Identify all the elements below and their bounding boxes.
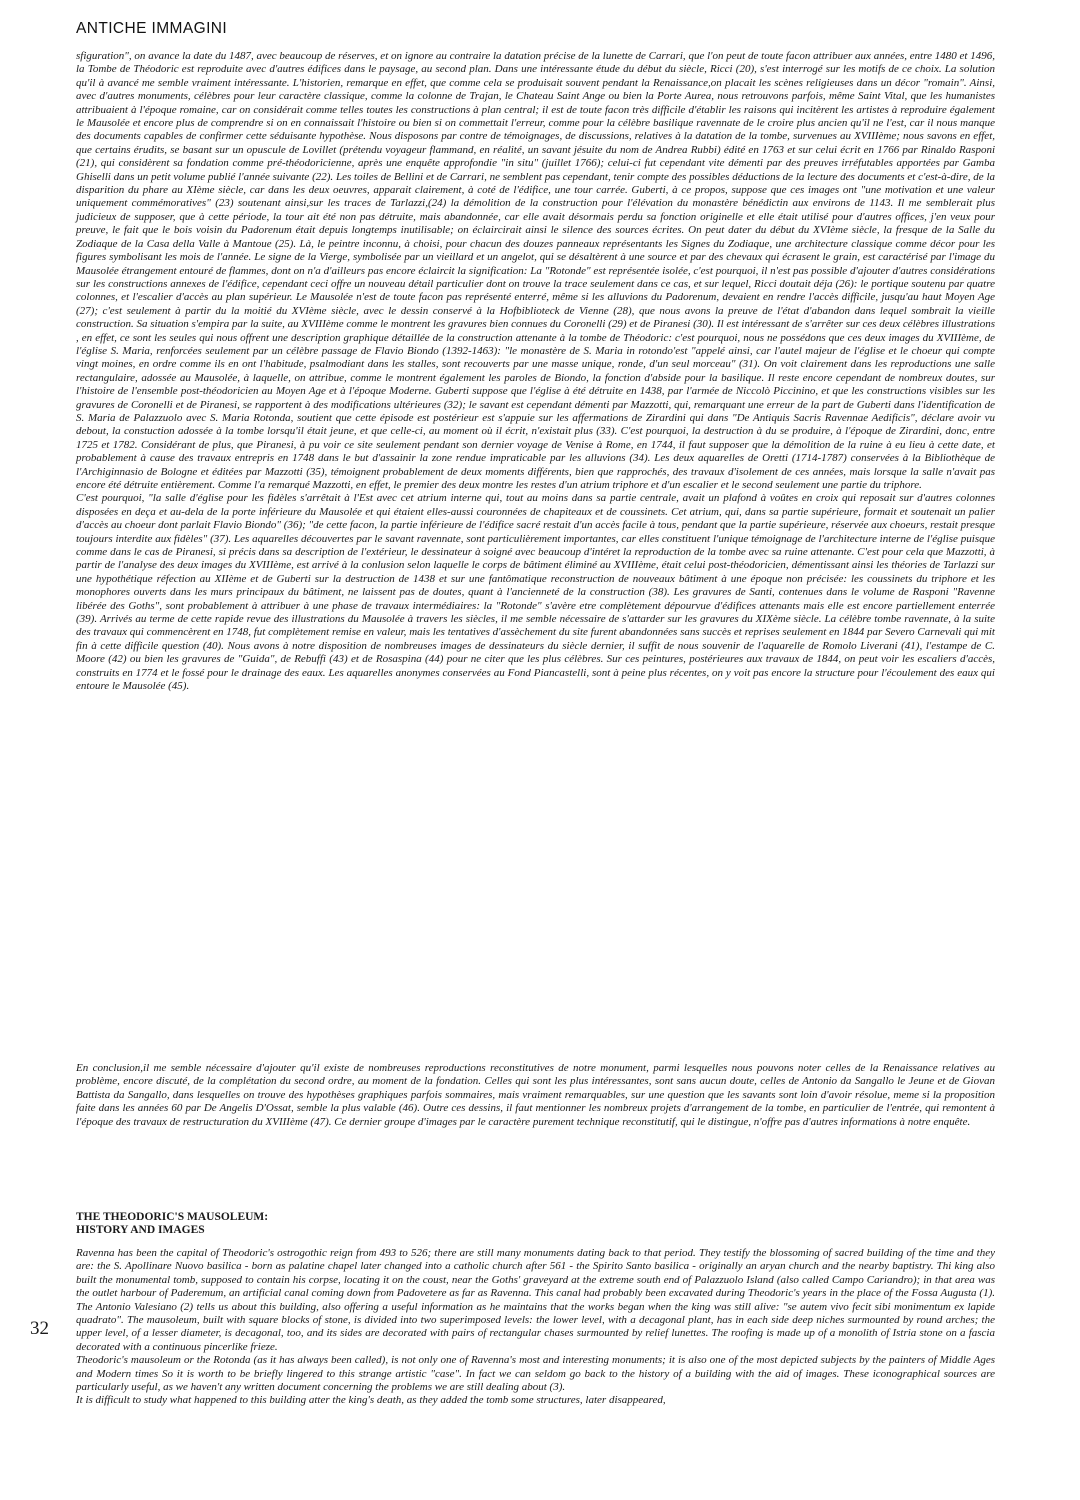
section-heading <box>76 1211 268 1237</box>
french-body <box>76 50 995 694</box>
paragraph: sfiguration", on avance la date du 1487, avec beaucoup de réserves, et on ignore au contraire la datation précise de la lunette de Carrari, que l'on peut de toute facon attribuer aux années, entre 1480 et 1496, la Tombe de Théodoric est reproduite avec d'autres édifices dans le paysage, au second plan. Dans une intéressante étude du début du siècle, Ricci (20), s'est interrogé sur les motifs de ce choix. La solution qu'il à avancé me semble vraiment intéressante. L'historien, remarque en effet, que comme cela se produisait souvent pendant la Renaissance,on placait les scènes religieuses dans un décor "romain". Ainsi, avec d'autres monuments, célèbres pour leur caractère classique, comme la colonne de Trajan, le Chateau Saint Ange ou bien la Porte Aurea, nous retrouvons parfois, même Saint Vital, que les humanistes attribuaient à l'époque romaine, car on considérait comme telles toutes les constructions à plan central; il est de toute facon très difficile d'établir les raisons qui incitèrent les artistes à reproduire également le Mausolée et encore plus de comprendre si on en connaissait l'histoire ou bien si on commettait l'erreur, comme pour la célèbre basilique ravennate de le croire plus ancien qu'il ne l'est, car il nous manque des documents capables de confirmer cette séduisante hypothèse. Nous disposons par contre de témoignages, de discussions, relatives à la datation de la tombe, survenues au XVIIIème; nous savons en effet, que certains érudits, se basant sur un opuscule de Lovillet (prétendu voyageur flammand, en réalité, un savant jésuite du nom de Andrea Rubbi) édité en 1763 et sur celui écrit en 1766 par Rinaldo Rasponi (21), qui considèrent sa fondation comme pré-théodoricienne, après une enquête approfondie "in situ" (juillet 1766); celui-ci fut cependant vite démenti par des preuves irréfutables apportées par Gamba Ghiselli dans un petit volume publié l'année suivante (22). Les toiles de Bellini et de Carrari, ne semblent pas cependant, tenir compte des possibles déductions de la lecture des documents et c'est-à-dire, de la disparition du phare au XIème siècle, car dans les deux oeuvres, apparait clairement, à coté de l'édifice, une tour carrée. Guberti, à ce propos, suppose que ces images ont "une motivation et une valeur uniquement commémoratives" (23) soutenant ainsi,sur les traces de Tarlazzi,(24) la démolition de la construction pour l'élévation du monastère bénédictin aux environs de 1143. Il me semblerait plus judicieux de supposer, que à cette période, la tour ait été non pas détruite, mais abandonnée, car elle avait désormais perdu sa fonction originelle et elle était utilisé pour d'autres offices, j'en veux pour preuve, le fait que le bois voisin du Padorenum était depuis longtemps inutilisable; on éclaircirait ainsi le silence des sources écrites. On peut dater du début du XVIème siècle, la fresque de la Salle du Zodiaque de la Casa della Valle à Mantoue (25). Là, le peintre inconnu, à choisi, pour chacun des douzes panneaux représentants les Signes du Zodiaque, une architecture classique comme décor pour les figures symbolisant les mois de l'année. Le signe de la Vierge, symbolisée par un vieillard et un angelot, qui se désaltèrent à une source et par des chevaux qui écrasent le grain, est caractérisé par l'image du Mausolée étrangement entouré de flammes, dont on n'a d'ailleurs pas encore éclaircit la signification: La "Rotonde" est représentée isolée, c'est pourquoi, il n'est pas possible d'ajouter d'autres considérations sur les constructions annexes de l'édifice, cependant ceci offre un nouveau détail particulier dont on trouve la trace seulement dans ce cas, et sur lequel, Ricci doutait déja (26): le portique soutenu par quatre colonnes, et l'escalier d'accès au plan supérieur. Le Mausolée n'est de toute facon pas représenté enterré, même si les alluvions du Padorenum, devaient en rendre l'accès difficile, jusqu'au haut Moyen Age (27); c'est seulement à partir du la moitié du XVIème siècle, avec le dessin conservé à la Hofbiblioteck de Vienne (28), que nous avons la preuve de l'état d'abandon dans lequel sombrait la vieille construction. Sa situation s'empira par la suite, au XVIIIème comme le montrent les gravures bien connues du Coronelli (29) et de Piranesi (30). Il est intéressant de s'arrêter sur ces deux célèbres illustrations , en effet, ce sont les seules qui nous offrent une description graphique détaillée de la construction attenante à la tombe de Théodoric: c'est pourquoi, nous ne possédons que ces deux images du XVIIIème, de l'église S. Maria, renforcées seulement par un célèbre passage de Flavio Biondo (1392-1463): "le monastère de S. Maria in rotondo'est "appelé ainsi, car l'autel majeur de l'église et le choeur qui compte vingt moines, en ordre comme ils en ont l'habitude, psalmodiant dans les stalles, sont recouverts par une masse unique, ronde, d'un seul morceau" (31). On voit clairement dans les reproductions une salle rectangulaire, adossée au Mausolée, à laquelle, on attribue, comme le montrent également les paroles de Biondo, la fonction d'abside pour la basilique. Il reste encore cependant de nombreux doutes, sur l'histoire de l'ensemble post-théodoricien au Moyen Age et à l'époque Moderne. Guberti suppose que l'église à été détruite en 1438, par l'armée de Niccolò Piccinino, et que les constructions visibles sur les gravures de Coronelli et de Piranesi, se rapportent à des modifications ultérieures (32); le savant est cependant démenti par Mazzotti, qui, remarquant une erreur de la part de Guberti dans l'identification de S. Maria de Palazzuolo avec S. Maria Rotonda, soutient que cette épisode est postérieur est s'appuie sur les affermations de Zirardini qui dans "De Antiquis Sacris Ravennae Aedificis", déclare avoir vu debout, la constuction adossée à la tombe lorsqu'il était jeune, et que celle-ci, au moment où il écrit, n'existait plus (33). C'est pourquoi, la destruction à du se produire, à l'époque de Zirardini, donc, entre 1725 et 1782. Considérant de plus, que Piranesi, à pu voir ce site seulement pendant son dernier voyage de Venise à Rome, en 1744, il faut supposer que la démolition de la ruine à eu lieu à cette date, et probablement à cause des travaux entrepris en 1748 dans le but d'assainir la zone rendue impraticable par les alluvions (34). Les deux aquarelles de Oretti (1714-1787) conservées à la Bibliothèque de l'Archiginnasio de Bologne et éditées par Mazzotti (35), témoignent probablement de deux moments différents, bien que rapprochés, des travaux d'isolement de ces années, mais lorsque la salle n'avait pas encore été détruite entièrement. Comme l'a remarqué Mazzotti, en effet, le premier des deux montre les restes d'un atrium triphore et d'un escalier et le second seulement une partie du triphore. <box>76 50 995 491</box>
paragraph: Theodoric's mausoleum or the Rotonda (as it has always been called), is not only one of Ravenna's most and interesting monuments; it is also one of the most depicted subjects by the painters of Middle Ages and Modern times So it is worth to be briefly lingered to this strange artistic "case". In fact we can seldom go back to the history of a building with the aid of images. These iconographical sources are particularly useful, as we haven't any written document concerning the problems we are still dealing about (3). <box>76 1354 995 1394</box>
heading-line: HISTORY AND IMAGES <box>76 1224 205 1236</box>
paragraph: C'est pourquoi, "la salle d'église pour les fidèles s'arrêtait à l'Est avec cet atrium interne qui, tout au moins dans sa partie centrale, avait un plafond à voûtes en croix qui reposait sur d'autres colonnes disposées en deça et au-dela de la porte inférieure du Mausolée et qui étaient elles-aussi couronnées de chapiteaux et de coussinets. Cet atrium, qui, dans sa partie supérieure, formait et soutenait un palier d'accès au choeur dont parlait Flavio Biondo" (36); "de cette facon, la partie inférieure de l'édifice sacré restait d'un accès facile à tous, pendant que la partie supérieure, réservée aux choeurs, restait presque toujours interdite aux fidèles" (37). Les aquarelles découvertes par le savant ravennate, sont particulièrement importantes, car elles constituent l'unique témoignage de l'architecture interne de l'église puisque comme dans le cas de Piranesi, si précis dans sa description de l'extérieur, le dessinateur à soigné avec beaucoup d'intéret la reproduction de la tombe avec sa ruine attenante. C'est pour cela que Mazzotti, à partir de l'analyse des deux images du XVIIIème, est arrivé à la conlusion selon laquelle le corps de bâtiment éliminé au XVIIIème, était celui post-théodoricien, démentissant ainsi les théories de Tarlazzi sur une hypothétique réfection au XIIème et de Guberti sur la destruction de 1438 et sur une fantômatique reconstruction de nouveaux bâtiment à une époque non précisée: les coussinets du triphore et les monophores ouverts dans les murs principaux du bâtiment, ne laissent pas de doutes, quant à l'ancienneté de la construction (38). Les gravures de Santi, contenues dans le volume de Rasponi "Ravenne libérée des Goths", sont probablement à attribuer à une phase de travaux intermédiaires: la "Rotonde" s'avère etre complètement dépourvue d'édifices attenants mais elle est encore partiellement enterrée (39). Arrivés au terme de cette rapide revue des illustrations du Mausolée à travers les siècles, il me semble nécessaire de s'attarder sur les gravures du XIXème siècle. La célèbre tombe ravennate, à la suite des travaux qui commencèrent en 1748, fut complètement remise en valeur, mais les tentatives d'assèchement du site furent abandonnées sans succès et reprises seulement en 1844 par Severo Carnevali qui mit fin à cette difficile question (40). Nous avons à notre disposition de nombreuses images de dessinateurs du siècle dernier, il suffit de nous souvenir de l'aquarelle de Romolo Liverani (41), l'estampe de C. Moore (42) ou bien les gravures de "Guida", de Rebuffi (43) et de Rosaspina (44) pour ne citer que les plus célèbres. Sur ces peintures, postérieures aux travaux de 1844, on peut voir les escaliers d'accès, construits en 1774 et le fossé pour le drainage des eaux. Les aquarelles anonymes conservées au Fond Piancastelli, sont à peine plus récentes, on y voit pas encore la structure pour l'écoulement des eaux qui entoure le Mausolée (45). <box>76 492 995 693</box>
english-body <box>76 1247 995 1408</box>
running-title: ANTICHE IMMAGINI <box>76 20 228 37</box>
french-conclusion <box>76 1062 995 1129</box>
page-number: 32 <box>30 1318 49 1339</box>
paragraph: It is difficult to study what happened to this building atter the king's death, as they added the tomb some structures, later disappeared, <box>76 1394 666 1407</box>
paragraph: Ravenna has been the capital of Theodoric's ostrogothic reign from 493 to 526; there are still many monuments dating back to that period. They testify the blossoming of sacred building of the time and they are: the S. Apollinare Nuovo basilica - born as palatine chapel later changed into a catholic church after 561 - the Spirito Santo basilica - originally an aryan church and the nearby baptistry. Thi king also built the monumental tomb, supposed to contain his corpse, locating it on the coust, near the Goths' graveyard at the extreme south end of Palazzuolo Island (also called Campo Cariandro); in that area was the outlet harbour of Paderemum, an artificial canal coming down from Padovetere as far as Ravenna. This canal had probably been excavated during Theodoric's years in the place of the Fossa Augusta (1). The Antonio Valesiano (2) tells us about this building, also offering a useful information as he maintains that the works began when the king was still alive: "se autem vivo fecit sibi monimentum ex lapide quadrato". The mausoleum, built with square blocks of stone, is divided into two superimposed levels: the lower level, with a decagonal plant, has in each side deep niches surmounted by round arches; the upper level, of a lesser diameter, is decagonal, too, and its sides are decorated with pairs of rectangular chases surmounted by relief lunettes. The roofing is made up of a monolith of Istria stone on a fascia decorated with a continuous pincerlike frieze. <box>76 1247 995 1353</box>
paragraph: En conclusion,il me semble nécessaire d'ajouter qu'il existe de nombreuses reproductions reconstitutives de notre monument, parmi lesquelles nous pouvons noter celles de la Renaissance relatives au problème, encore discuté, de la complétation du second ordre, au moment de la fondation. Celles qui sont les plus intéressantes, sont sans aucun doute, celles de Antonio da Sangallo le Jeune et de Giovan Battista da Sangallo, dans lesquelles on trouve des hypothèses graphiques parfois sommaires, mais vraiment remarquables, sur une question que les savants sont loin d'avoir résolue, meme si la proposition faite dans les années 60 par De Angelis D'Ossat, semble la plus valable (46). Outre ces dessins, il faut mentionner les nombreux projets d'arrangement de la tombe, en particulier de l'entrée, qui remontent à l'époque des travaux de restructuration du XVIIIème (47). Ce dernier groupe d'images par le caractère purement technique reconstitutif, qui le distingue, n'offre pas d'autres informations à notre enquête. <box>76 1062 995 1128</box>
heading-line: THE THEODORIC'S MAUSOLEUM: <box>76 1211 269 1223</box>
